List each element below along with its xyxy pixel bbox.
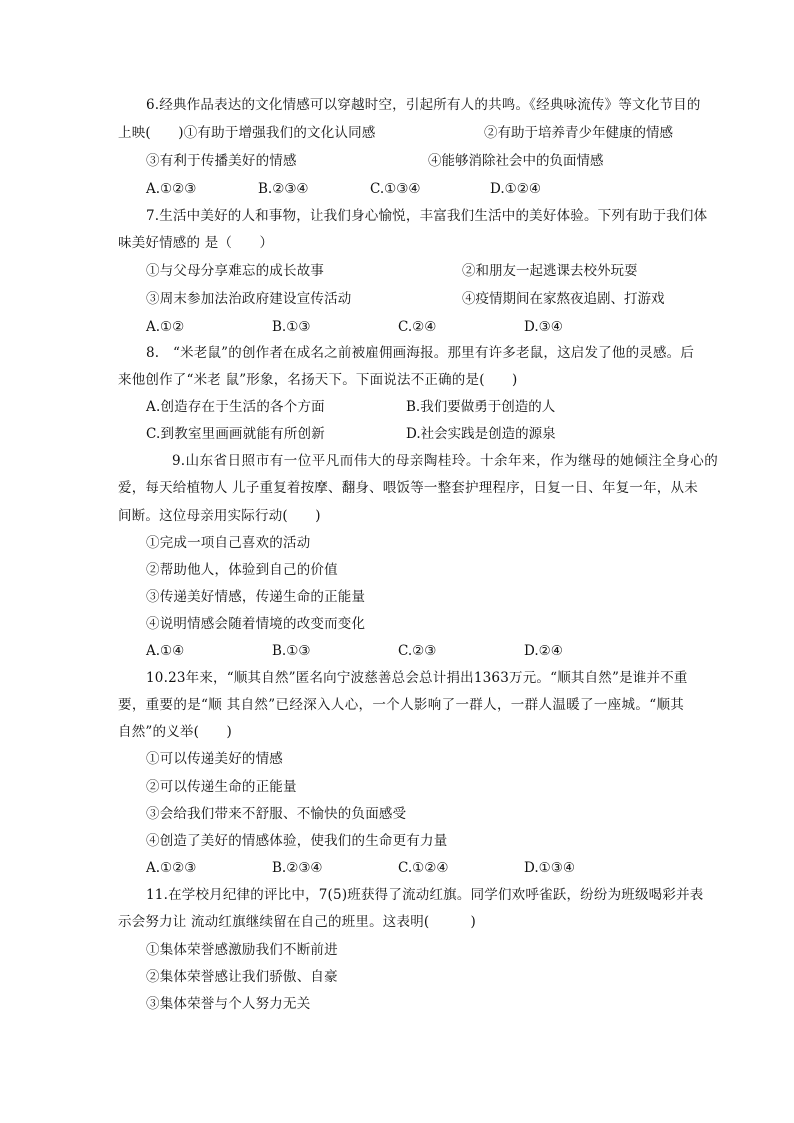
q10-option-c: C.①②④ (398, 860, 449, 876)
q8-stem-line1: 8. “米老鼠”的创作者在成名之前被雇佣画海报。那里有许多老鼠，这启发了他的灵感。后 (146, 345, 695, 361)
q10-stem-line3: 自然”的义举( ) (118, 724, 232, 740)
q10-statement-3: ③会给我们带来不舒服、不愉快的负面感受 (146, 806, 407, 822)
q10-option-a: A.①②③ (146, 860, 197, 876)
q9-stem-line3: 间断。这位母亲用实际行动( ) (118, 508, 321, 524)
q6-stem-line1: 6.经典作品表达的文化情感可以穿越时空，引起所有人的共鸣。《经典咏流传》等文化节目的 (146, 97, 701, 113)
q9-statement-3: ③传递美好情感，传递生命的正能量 (146, 589, 366, 605)
q10-option-d: D.①③④ (524, 860, 575, 876)
q10-stem-line1: 10.23年来，“顺其自然”匿名向宁波慈善总会总计捐出1363万元。“顺其自然”是谁并不重 (146, 670, 688, 686)
q6-option-a: A.①②③ (146, 181, 197, 197)
q9-statement-1: ①完成一项自己喜欢的活动 (146, 535, 311, 551)
q7-option-d: D.③④ (524, 319, 563, 335)
q10-statement-1: ①可以传递美好的情感 (146, 751, 283, 767)
q7-option-c: C.②④ (398, 319, 437, 335)
q7-statement-1: ①与父母分享难忘的成长故事 (146, 263, 325, 279)
q9-stem-line1: 9.山东省日照市有一位平凡而伟大的母亲陶桂玲。十余年来，作为继母的她倾注全身心的 (172, 453, 718, 469)
q8-option-a: A.创造存在于生活的各个方面 (146, 399, 325, 415)
q7-statement-2: ②和朋友一起逃课去校外玩耍 (462, 263, 638, 279)
q11-stem-line1: 11.在学校月纪律的评比中，7(5)班获得了流动红旗。同学们欢呼雀跃，纷纷为班级喝彩并表 (146, 887, 704, 903)
q11-statement-1: ①集体荣誉感激励我们不断前进 (146, 942, 338, 958)
q6-option-c: C.①③④ (370, 181, 421, 197)
q6-statement-2: ②有助于培养青少年健康的情感 (484, 125, 673, 141)
q8-stem-line2: 来他创作了“米老 鼠”形象，名扬天下。下面说法不正确的是( ) (118, 372, 518, 388)
q6-statement-3: ③有利于传播美好的情感 (146, 153, 297, 169)
q8-option-c: C.到教室里画画就能有所创新 (146, 426, 325, 442)
q10-stem-line2: 要，重要的是“顺 其自然”已经深入人心，一个人影响了一群人，一群人温暖了一座城。“顺其 (118, 697, 684, 713)
q11-stem-line2: 示会努力让 流动红旗继续留在自己的班里。这表明( ) (118, 914, 476, 930)
q8-option-d: D.社会实践是创造的源泉 (406, 426, 556, 442)
q10-statement-2: ②可以传递生命的正能量 (146, 779, 297, 795)
q10-statement-4: ④创造了美好的情感体验，使我们的生命更有力量 (146, 833, 448, 849)
q11-statement-3: ③集体荣誉与个人努力无关 (146, 996, 311, 1012)
q6-option-b: B.②③④ (258, 181, 309, 197)
q9-stem-line2: 爱，每天给植物人 儿子重复着按摩、翻身、喂饭等一整套护理程序，日复一日、年复一年，从未 (118, 480, 698, 496)
q9-option-d: D.②④ (524, 643, 563, 659)
q9-statement-4: ④说明情感会随着情境的改变而变化 (146, 616, 366, 632)
q9-option-a: A.①④ (146, 643, 185, 659)
q7-statement-3: ③周末参加法治政府建设宣传活动 (146, 291, 352, 307)
q6-statement-4: ④能够消除社会中的负面情感 (428, 153, 604, 169)
q7-stem-line2: 味美好情感的 是（ ） (118, 235, 274, 251)
q7-option-a: A.①② (146, 319, 185, 335)
q8-option-b: B.我们要做勇于创造的人 (406, 399, 556, 415)
q6-option-d: D.①②④ (490, 181, 541, 197)
q10-option-b: B.②③④ (272, 860, 323, 876)
q9-option-b: B.①③ (272, 643, 311, 659)
q7-option-b: B.①③ (272, 319, 311, 335)
q11-statement-2: ②集体荣誉感让我们骄傲、自豪 (146, 969, 338, 985)
q7-stem-line1: 7.生活中美好的人和事物，让我们身心愉悦，丰富我们生活中的美好体验。下列有助于我们体 (146, 208, 708, 224)
q6-stem-line2: 上映( )①有助于增强我们的文化认同感 (118, 125, 376, 141)
q9-option-c: C.②③ (398, 643, 437, 659)
q9-statement-2: ②帮助他人，体验到自己的价值 (146, 562, 338, 578)
q7-statement-4: ④疫情期间在家熬夜追剧、打游戏 (462, 291, 665, 307)
